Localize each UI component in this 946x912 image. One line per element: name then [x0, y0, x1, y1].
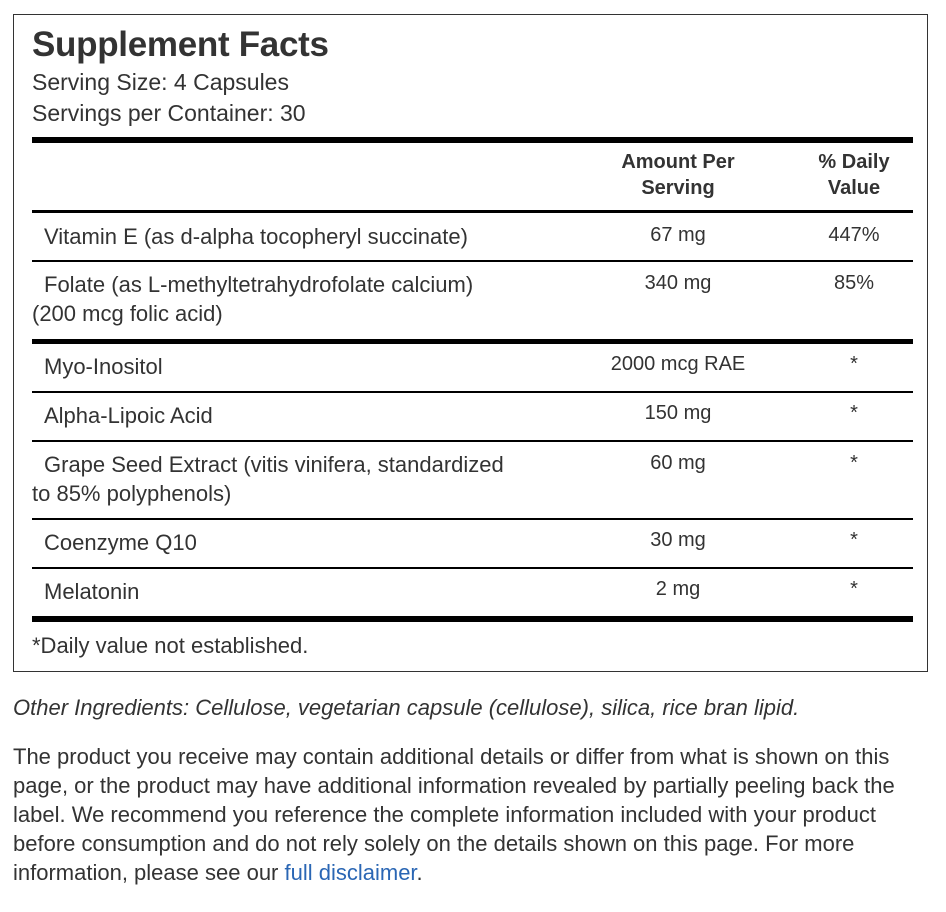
header-amount-per-serving	[588, 149, 768, 201]
nutrient-daily-value: *	[850, 353, 858, 375]
thick-divider-middle	[32, 339, 913, 344]
serving-size: Serving Size: 4 Capsules	[32, 69, 289, 95]
nutrient-amount: 2 mg	[655, 578, 701, 600]
nutrient-daily-value: 447%	[828, 224, 880, 246]
nutrient-name-line2: (200 mcg folic acid)	[32, 301, 223, 326]
other-ingredients: Other Ingredients: Cellulose, vegetarian capsule (cellulose), silica, rice bran lipid.	[13, 695, 800, 720]
nutrient-amount: 60 mg	[650, 452, 706, 474]
thick-divider-bottom	[32, 616, 913, 622]
supplement-facts-panel	[13, 14, 928, 672]
nutrient-daily-value: *	[850, 578, 858, 600]
nutrient-amount: 30 mg	[650, 529, 706, 551]
full-disclaimer-link[interactable]: full disclaimer	[284, 860, 417, 885]
row-divider	[32, 391, 913, 393]
header-dv-line2: Value	[827, 177, 881, 199]
nutrient-daily-value: *	[850, 529, 858, 551]
footnote: *Daily value not established.	[32, 633, 309, 658]
row-divider	[32, 518, 913, 520]
row-divider	[32, 440, 913, 442]
nutrient-name: Vitamin E (as d-alpha tocopheryl succinate)	[44, 224, 468, 249]
header-daily-value	[804, 149, 904, 201]
nutrient-amount: 67 mg	[650, 224, 706, 246]
row-divider	[32, 567, 913, 569]
nutrient-name: Coenzyme Q10	[44, 530, 197, 555]
panel-title: Supplement Facts	[32, 25, 329, 64]
nutrient-name: Myo-Inositol	[44, 354, 163, 379]
nutrient-name-line1: Folate (as L-methyltetrahydrofolate calcium)	[44, 272, 474, 297]
header-amount-line2: Serving	[641, 177, 715, 199]
nutrient-name: Melatonin	[44, 579, 140, 604]
nutrient-daily-value: *	[850, 402, 858, 424]
header-divider	[32, 210, 913, 213]
disclaimer-text: The product you receive may contain additional details or differ from what is shown on this page, or the product may have additional information revealed by partially peeling back the label. We recommend you reference the complete information included with your product before consumption and do not rely solely on the details shown on this page. For more information, please see our	[13, 744, 895, 885]
nutrient-amount: 340 mg	[644, 272, 712, 294]
thick-divider-top	[32, 137, 913, 143]
nutrient-amount: 150 mg	[644, 402, 712, 424]
disclaimer-period: .	[416, 860, 423, 885]
nutrient-amount: 2000 mcg RAE	[610, 353, 746, 375]
header-dv-line1: % Daily	[818, 151, 890, 173]
nutrient-name-line1: Grape Seed Extract (vitis vinifera, standardized	[44, 452, 504, 477]
header-amount-line1: Amount Per	[621, 151, 735, 173]
nutrient-daily-value: *	[850, 452, 858, 474]
nutrient-daily-value: 85%	[833, 272, 875, 294]
nutrient-name: Alpha-Lipoic Acid	[44, 403, 213, 428]
row-divider	[32, 260, 913, 262]
disclaimer-paragraph	[13, 742, 931, 887]
servings-per-container: Servings per Container: 30	[32, 100, 306, 126]
nutrient-name-line2: to 85% polyphenols)	[32, 481, 232, 506]
